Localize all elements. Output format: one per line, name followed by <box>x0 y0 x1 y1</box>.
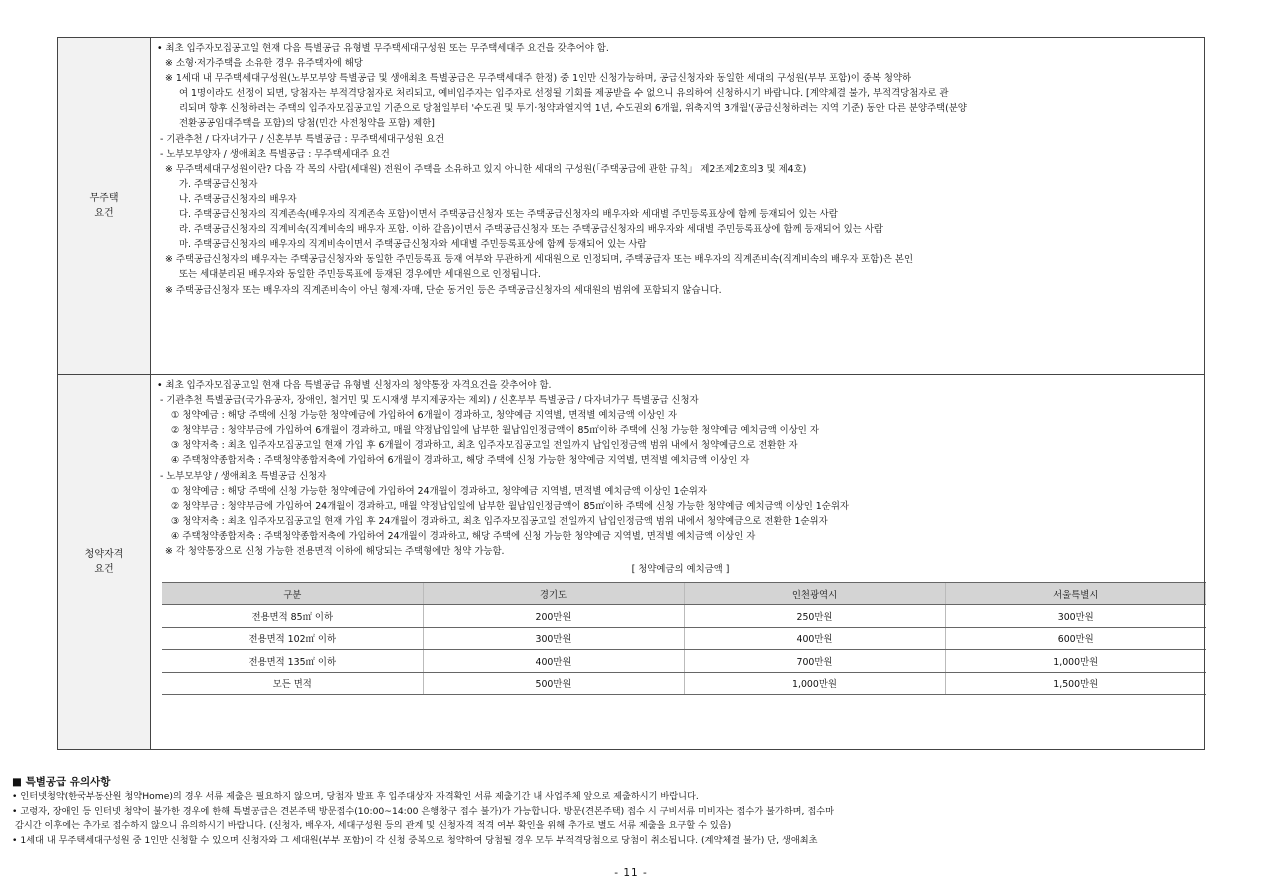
table-row <box>162 650 1206 673</box>
text-line: ※ 주택공급신청자 또는 배우자의 직계존비속이 아닌 형제·자매, 단순 동거인 등은 주택공급신청자의 세대원의 범위에 포함되지 않습니다. <box>165 284 722 296</box>
text-line: ② 청약부금 : 청약부금에 가입하여 24개월이 경과하고, 매월 약정납입일에 납부한 월납입인정금액이 85㎡이하 주택에 신청 가능한 청약예금 예치금액 이상인 1순위자 <box>171 500 849 512</box>
homeless-requirement-content <box>151 38 1205 375</box>
homeless-requirement-row <box>58 38 1205 375</box>
notes-lines <box>12 790 1247 848</box>
text-line: 가. 주택공급신청자 <box>179 178 258 190</box>
table-cell: 400만원 <box>684 627 945 650</box>
table-cell: 300만원 <box>945 605 1206 628</box>
label-line: 요건 <box>94 564 114 575</box>
text-line: ④ 주택청약종합저축 : 주택청약종합저축에 가입하여 24개월이 경과하고, 해당 주택에 신청 가능한 청약예금 지역별, 면적별 예치금액 이상인 자 <box>171 530 756 542</box>
header-cell: 인천광역시 <box>684 583 945 605</box>
table-row <box>162 672 1206 695</box>
text-line: 나. 주택공급신청자의 배우자 <box>179 193 297 205</box>
page-number: - 11 - <box>614 867 648 879</box>
text-line: ※ 소형·저가주택을 소유한 경우 유주택자에 해당 <box>165 58 363 70</box>
notes-title: ■ 특별공급 유의사항 <box>12 776 111 788</box>
text-line: 라. 주택공급신청자의 직계비속(직계비속의 배우자 포함. 이하 같음)이면서 주택공급신청자 또는 주택공급신청자의 배우자와 세대별 주민등록표상에 함께 등재되어 있는 사람 <box>179 224 883 236</box>
text-line: 또는 세대분리된 배우자와 동일한 주민등록표에 등재된 경우에만 세대원으로 인정됩니다. <box>179 269 541 281</box>
header-cell: 서울특별시 <box>945 583 1206 605</box>
text-line: ※ 무주택세대구성원이란? 다음 각 목의 사람(세대원) 전원이 주택을 소유하고 있지 아니한 세대의 구성원(「주택공급에 관한 규칙」 제2조제2호의3 및 제4호) <box>165 163 807 175</box>
label-line: 무주택 <box>89 193 119 204</box>
text-line: ① 청약예금 : 해당 주택에 신청 가능한 청약예금에 가입하여 6개월이 경과하고, 청약예금 지역별, 면적별 예치금액 이상인 자 <box>171 410 677 422</box>
table-cell: 전용면적 135㎡ 이하 <box>162 650 423 673</box>
text-line: • 최초 입주자모집공고일 현재 다음 특별공급 유형별 신청자의 청약통장 자격요건을 갖추어야 함. <box>157 380 552 391</box>
table-row <box>162 605 1206 628</box>
table-cell: 600만원 <box>945 627 1206 650</box>
text-line: - 기관추천 / 다자녀가구 / 신혼부부 특별공급 : 무주택세대구성원 요건 <box>160 133 445 145</box>
subscription-qualification-label <box>58 375 151 750</box>
note-line: 감시간 이후에는 추가로 접수하지 않으니 유의하시기 바랍니다. (신청자, 배우자, 세대구성원 등의 관계 및 신청자격 적격 여부 확인을 위해 추가로 별도 서류 제출을 요구할 수 있음) <box>15 820 732 831</box>
text-line: - 노부모부양 / 생애최초 특별공급 신청자 <box>160 470 327 482</box>
table-cell: 250만원 <box>684 605 945 628</box>
qualification-lines <box>157 378 1204 559</box>
text-line: • 최초 입주자모집공고일 현재 다음 특별공급 유형별 무주택세대구성원 또는 무주택세대주 요건을 갖추어야 함. <box>157 43 609 54</box>
special-supply-notes <box>12 774 1247 848</box>
note-line: • 인터넷청약(한국부동산원 청약Home)의 경우 서류 제출은 필요하지 않으며, 당첨자 발표 후 입주대상자 자격확인 서류 제출기간 내 사업주체 앞으로 제출하시기 바랍니다. <box>12 791 699 802</box>
table-cell: 1,000만원 <box>945 650 1206 673</box>
text-line: 다. 주택공급신청자의 직계존속(배우자의 직계존속 포함)이면서 주택공급신청자 또는 주택공급신청자의 배우자와 세대별 주민등록표상에 함께 등재되어 있는 사람 <box>179 209 838 221</box>
table-cell: 모든 면적 <box>162 672 423 695</box>
note-line: • 고령자, 장애인 등 인터넷 청약이 불가한 경우에 한해 특별공급은 견본주택 방문접수(10:00~14:00 은행창구 접수 불가)가 가능합니다. 방문(견본주택) 접수 시 구비서류 미비자는 접수가 불가하며, 접수마 <box>12 805 834 817</box>
text-line: 여 1명이라도 선정이 되면, 당첨자는 부적격당첨자로 처리되고, 예비입주자는 입주자로 선정될 기회를 제공받을 수 없으니 유의하여 신청하시기 바랍니다. [계약체결 불가, 부적격당첨자로 관 <box>179 88 949 100</box>
label-line: 청약자격 <box>84 549 124 560</box>
text-line: ④ 주택청약종합저축 : 주택청약종합저축에 가입하여 6개월이 경과하고, 해당 주택에 신청 가능한 청약예금 지역별, 면적별 예치금액 이상인 자 <box>171 455 750 467</box>
text-line: ② 청약부금 : 청약부금에 가입하여 6개월이 경과하고, 매월 약정납입일에 납부한 월납입인정금액이 85㎡이하 주택에 신청 가능한 청약예금 예치금액 이상인 자 <box>171 425 819 437</box>
table-cell: 전용면적 102㎡ 이하 <box>162 627 423 650</box>
text-line: ※ 주택공급신청자의 배우자는 주택공급신청자와 동일한 주민등록표 등재 여부와 무관하게 세대원으로 인정되며, 주택공급자 또는 배우자의 직계존비속(직계비속의 배우자 포함)은 본인 <box>165 254 914 266</box>
text-line: 전환공공임대주택을 포함)의 당첨(민간 사전청약을 포함) 제한] <box>179 118 435 130</box>
text-line: - 기관추천 특별공급(국가유공자, 장애인, 철거민 및 도시재생 부지제공자는 제외) / 신혼부부 특별공급 / 다자녀가구 특별공급 신청자 <box>160 395 699 407</box>
text-line: ③ 청약저축 : 최초 입주자모집공고일 현재 가입 후 24개월이 경과하고, 최초 입주자모집공고일 전일까지 납입인정금액 범위 내에서 청약예금으로 전환한 1순위자 <box>171 515 828 527</box>
table-cell: 500만원 <box>423 672 684 695</box>
text-line: 리되며 향후 신청하려는 주택의 입주자모집공고일 기준으로 당첨일부터 '수도권 및 투기·청약과열지역 1년, 수도권외 6개월, 위축지역 3개월'(공급신청하려는 지역 기준) 동안 다른 분양주택(분양 <box>179 103 967 115</box>
table-cell: 1,500만원 <box>945 672 1206 695</box>
table-cell: 400만원 <box>423 650 684 673</box>
deposit-table-header <box>162 583 1206 605</box>
table-cell: 300만원 <box>423 627 684 650</box>
note-line: • 1세대 내 무주택세대구성원 중 1인만 신청할 수 있으며 신청자와 그 세대원(부부 포함)이 각 신청 중복으로 청약하여 당첨될 경우 모두 부적격당첨으로 당첨이 취소됩니다. (계약체결 불가) 단, 생애최초 <box>12 834 818 846</box>
text-line: ※ 각 청약통장으로 신청 가능한 전용면적 이하에 해당되는 주택형에만 청약 가능함. <box>165 546 505 558</box>
eligibility-table <box>57 37 1205 750</box>
text-line: ① 청약예금 : 해당 주택에 신청 가능한 청약예금에 가입하여 24개월이 경과하고, 청약예금 지역별, 면적별 예치금액 이상인 1순위자 <box>171 485 707 497</box>
table-row <box>162 627 1206 650</box>
table-cell: 전용면적 85㎡ 이하 <box>162 605 423 628</box>
text-line: ③ 청약저축 : 최초 입주자모집공고일 현재 가입 후 6개월이 경과하고, 최초 입주자모집공고일 전일까지 납입인정금액 범위 내에서 청약예금으로 전환한 자 <box>171 440 798 452</box>
text-line: - 노부모부양자 / 생애최초 특별공급 : 무주택세대주 요건 <box>160 148 390 160</box>
text-line: 마. 주택공급신청자의 배우자의 직계비속이면서 주택공급신청자와 세대별 주민등록표상에 함께 등재되어 있는 사람 <box>179 239 647 251</box>
deposit-amount-table <box>162 582 1206 695</box>
header-cell: 구분 <box>162 583 423 605</box>
deposit-table-title: [ 청약예금의 예치금액 ] <box>631 564 730 576</box>
subscription-qualification-row <box>58 375 1205 750</box>
table-cell: 1,000만원 <box>684 672 945 695</box>
text-line: ※ 1세대 내 무주택세대구성원(노부모부양 특별공급 및 생애최초 특별공급은 무주택세대주 한정) 중 1인만 신청가능하며, 공급신청자와 동일한 세대의 구성원(부부 포함)이 중복 청약하 <box>165 73 912 85</box>
header-cell: 경기도 <box>423 583 684 605</box>
homeless-requirement-label <box>58 38 151 375</box>
label-line: 요건 <box>94 208 114 219</box>
subscription-qualification-content <box>151 375 1205 750</box>
table-cell: 200만원 <box>423 605 684 628</box>
table-cell: 700만원 <box>684 650 945 673</box>
